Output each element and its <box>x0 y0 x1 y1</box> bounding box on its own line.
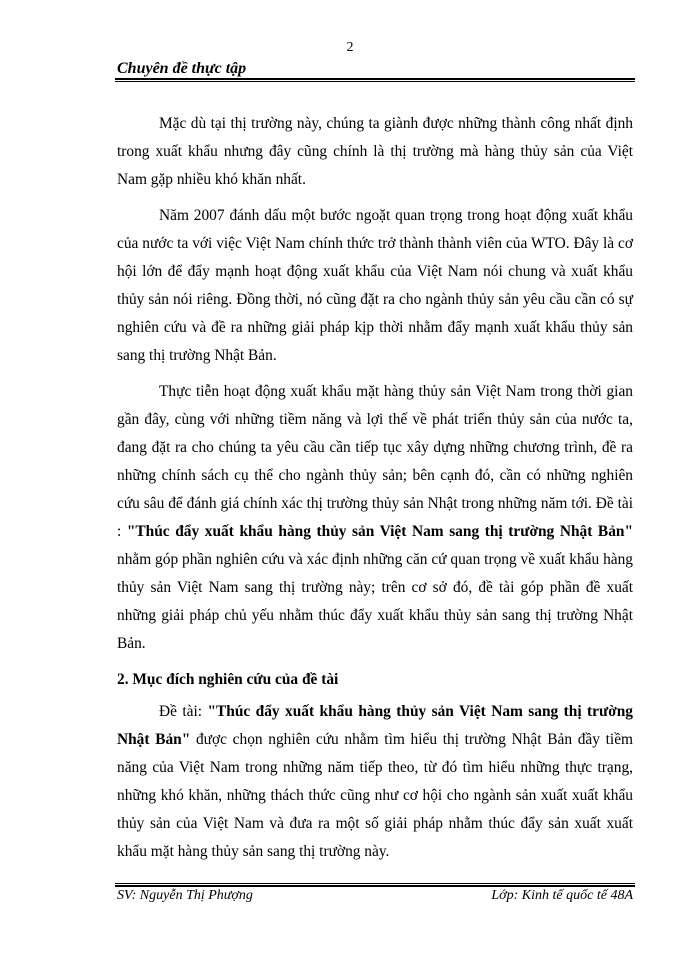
paragraph-1-text: Mặc dù tại thị trường này, chúng ta giành được những thành công nhất định trong xuất khẩu nhưng đây cũng chính là thị trường mà hàng thủy sản của Việt Nam gặp nhiều khó khăn nhất. <box>117 115 633 188</box>
paragraph-3-text-start: Thực tiễn hoạt động xuất khẩu mặt hàng thủy sản Việt Nam trong thời gian gần đây, cùng với những tiềm năng và lợi thế về phát triển thủy sản của nước ta, đang đặt ra cho chúng ta yêu cầu cần tiếp tục xây dựng những chương trình, đề ra những chính sách cụ thể cho ngành thủy sản; bên cạnh đó, cần có những nghiên cứu sâu để đánh giá chính xác thị trường thủy sản Nhật trong những năm tới. Đề tài : <box>117 383 633 540</box>
paragraph-3-topic-title: "Thúc đẩy xuất khẩu hàng thủy sản Việt Nam sang thị trường Nhật Bản" <box>126 523 633 540</box>
footer-student-name: SV: Nguyễn Thị Phượng <box>117 888 253 903</box>
paragraph-3 <box>117 378 633 658</box>
paragraph-4-topic-title: "Thúc đẩy xuất khẩu hàng thủy sản Việt Nam sang thị trường Nhật Bản" <box>117 703 633 748</box>
paragraph-1 <box>117 110 633 194</box>
footer-class-name: Lớp: Kinh tế quốc tế 48A <box>491 888 633 903</box>
header-rule <box>115 78 635 82</box>
header-title: Chuyên đề thực tập <box>117 60 247 77</box>
paragraph-4-text-start: Đề tài: <box>159 703 208 720</box>
page-number: 2 <box>346 40 354 55</box>
document-body <box>117 110 633 874</box>
footer-rule <box>115 883 635 887</box>
paragraph-4-text-end: được chọn nghiên cứu nhằm tìm hiểu thị trường Nhật Bản đầy tiềm năng của Việt Nam trong những năm tiếp theo, từ đó tìm hiểu những thực trạng, những khó khăn, những thách thức cũng như cơ hội cho ngành sản xuất xuất khẩu thủy sản của Việt Nam và đưa ra một số giải pháp nhằm thúc đẩy sản xuất xuất khẩu mặt hàng thủy sản sang thị trường này. <box>117 731 633 860</box>
paragraph-2-text: Năm 2007 đánh dấu một bước ngoặt quan trọng trong hoạt động xuất khẩu của nước ta với việc Việt Nam chính thức trở thành thành viên của WTO. Đây là cơ hội lớn để đẩy mạnh hoạt động xuất khẩu của Việt Nam nói chung và xuất khẩu thủy sản nói riêng. Đồng thời, nó cũng đặt ra cho ngành thủy sản yêu cầu cần có sự nghiên cứu và đề ra những giải pháp kịp thời nhằm đẩy mạnh xuất khẩu thủy sản sang thị trường Nhật Bản. <box>117 207 633 364</box>
paragraph-2 <box>117 202 633 370</box>
paragraph-4 <box>117 698 633 866</box>
section-heading: 2. Mục đích nghiên cứu của đề tài <box>117 671 339 688</box>
paragraph-3-text-end: nhằm góp phần nghiên cứu và xác định những căn cứ quan trọng về xuất khẩu hàng thủy sản Việt Nam sang thị trường này; trên cơ sở đó, đề tài góp phần đề xuất những giải pháp chủ yếu nhằm thúc đẩy xuất khẩu thủy sản sang thị trường Nhật Bản. <box>117 551 633 652</box>
